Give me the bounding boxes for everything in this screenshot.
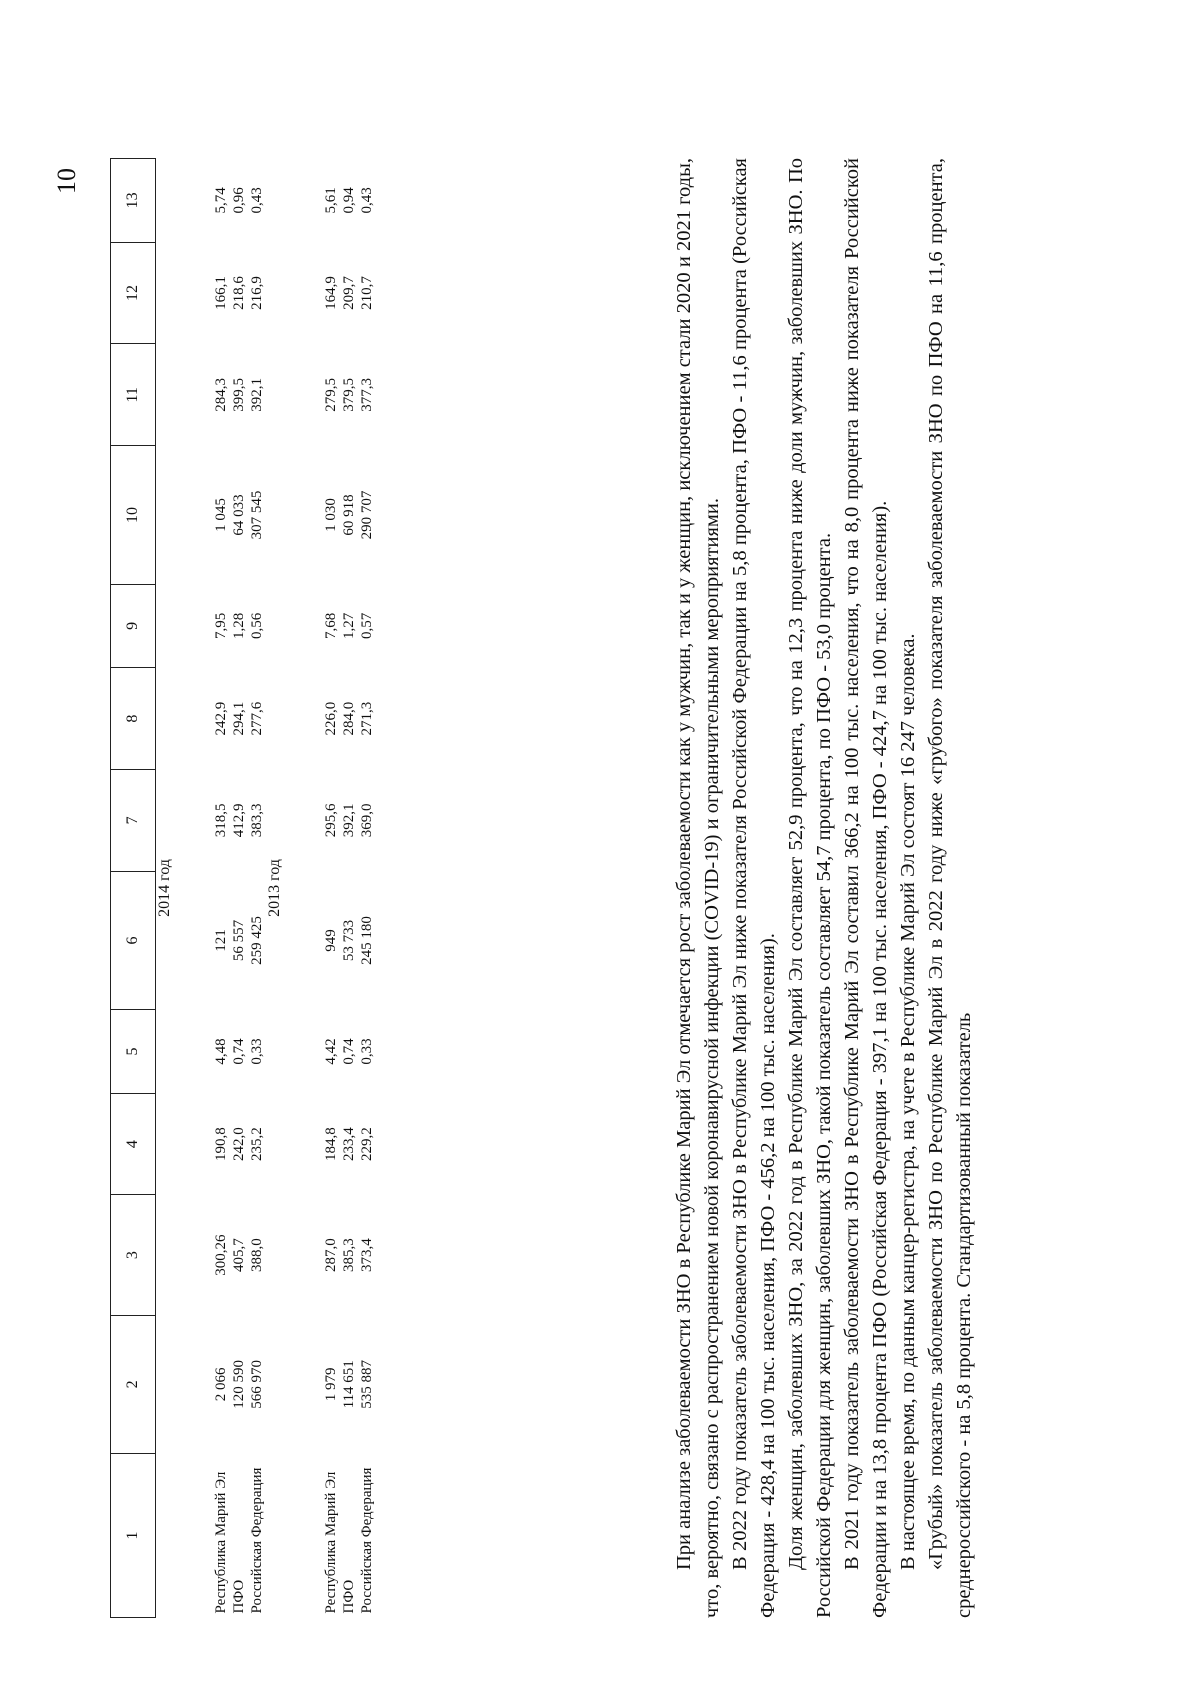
region-cell: Российская Федерация xyxy=(249,1467,265,1614)
paragraph: В 2021 году показатель заболеваемости ЗНО в Республике Марий Эл составил 366,2 на 100 тыс. населения, что на 8,0 процента ниже показателя Российской Федерации и на 13,8 процента ПФО (Российская Федерация - 397,1 на 100 тыс. населения, ПФО - 424,7 на 100 тыс. населения). xyxy=(841,158,891,1618)
paragraph: В настоящее время, по данным канцер-регистра, на учете в Республике Марий Эл состоят 16 247 человека. xyxy=(897,633,919,1570)
table-cell: 949 xyxy=(323,929,339,952)
table-row xyxy=(230,159,248,1618)
table-cell: 284,3 xyxy=(213,377,229,412)
table-cell: 53 733 xyxy=(341,919,357,962)
table-cell: 7,95 xyxy=(213,612,229,640)
table-cell: 1 045 xyxy=(213,498,229,532)
table-cell: 245 180 xyxy=(359,916,375,965)
column-header: 6 xyxy=(111,871,156,1009)
table-cell: 4,48 xyxy=(213,1038,229,1065)
table-cell: 0,56 xyxy=(249,612,265,640)
table-cell: 0,57 xyxy=(359,612,375,640)
table-cell: 5,61 xyxy=(323,187,339,214)
table-header-row xyxy=(111,159,156,1618)
year-row xyxy=(156,159,213,1618)
table-cell: 242,9 xyxy=(213,701,229,736)
table-cell: 164,9 xyxy=(323,276,339,310)
table-cell: 1 030 xyxy=(323,498,339,532)
table-cell: 392,1 xyxy=(341,803,357,838)
column-header: 4 xyxy=(111,1093,156,1195)
column-header: 9 xyxy=(111,584,156,668)
table-cell: 235,2 xyxy=(249,1127,265,1161)
table-cell: 0,43 xyxy=(359,187,375,214)
table-cell: 0,74 xyxy=(231,1038,247,1065)
table-cell: 229,2 xyxy=(359,1127,375,1161)
table-cell: 120 590 xyxy=(231,1359,247,1409)
column-header: 13 xyxy=(111,159,156,243)
region-cell: Республика Марий Эл xyxy=(323,1471,339,1614)
table-cell: 5,74 xyxy=(213,187,229,214)
column-header: 1 xyxy=(111,1454,156,1618)
table-cell: 295,6 xyxy=(323,803,339,838)
table-cell: 233,4 xyxy=(341,1127,357,1161)
table-cell: 284,0 xyxy=(341,701,357,736)
table-cell: 388,0 xyxy=(249,1238,265,1272)
table-cell: 114 651 xyxy=(341,1360,357,1409)
table-cell: 56 557 xyxy=(231,919,247,962)
table-cell: 216,9 xyxy=(249,276,265,310)
table-cell: 271,3 xyxy=(359,701,375,736)
column-header: 8 xyxy=(111,668,156,770)
table-cell: 7,68 xyxy=(323,612,339,640)
page-number: 10 xyxy=(52,168,81,194)
table-cell: 277,6 xyxy=(249,701,265,736)
region-cell: Российская Федерация xyxy=(359,1467,375,1614)
column-header: 2 xyxy=(111,1315,156,1453)
table-row xyxy=(248,159,266,1618)
table-cell: 566 970 xyxy=(249,1359,265,1409)
table-cell: 0,94 xyxy=(341,187,357,214)
table-cell: 209,7 xyxy=(341,276,357,310)
table-cell: 412,9 xyxy=(231,803,247,838)
table-cell: 373,4 xyxy=(359,1238,375,1272)
table-cell: 399,5 xyxy=(231,377,247,412)
year-row xyxy=(266,159,322,1618)
column-header: 11 xyxy=(111,344,156,446)
table-cell: 405,7 xyxy=(231,1238,247,1272)
table-cell: 294,1 xyxy=(231,701,247,736)
table-cell: 226,0 xyxy=(323,701,339,736)
table-cell: 1,28 xyxy=(231,612,247,640)
table-cell: 0,33 xyxy=(359,1038,375,1065)
table-cell: 279,5 xyxy=(323,377,339,412)
body-text xyxy=(670,158,978,1618)
table-cell: 242,0 xyxy=(231,1127,247,1161)
region-cell: ПФО xyxy=(341,1579,357,1614)
column-header: 3 xyxy=(111,1195,156,1315)
table-cell: 383,3 xyxy=(249,803,265,838)
year-label: 2014 год xyxy=(156,859,173,917)
column-header: 12 xyxy=(111,242,156,344)
table-cell: 377,3 xyxy=(359,377,375,412)
table-row xyxy=(340,159,358,1618)
table-cell: 290 707 xyxy=(359,490,375,540)
table-cell: 259 425 xyxy=(249,916,265,965)
region-cell: Республика Марий Эл xyxy=(213,1471,229,1614)
paragraph: Доля женщин, заболевших ЗНО, за 2022 год в Республике Марий Эл составляет 52,9 процента, что на 12,3 процента ниже доли мужчин, заболевших ЗНО. По Российской Федерации для женщин, заболевших ЗНО, такой показатель составляет 54,7 процента, по ПФО - 53,0 процента. xyxy=(785,158,835,1618)
table-cell: 0,96 xyxy=(231,187,247,214)
table-cell: 60 918 xyxy=(341,494,357,536)
table-cell: 2 066 xyxy=(213,1367,229,1402)
table-cell: 218,6 xyxy=(231,276,247,310)
table-cell: 210,7 xyxy=(359,276,375,310)
table-cell: 190,8 xyxy=(213,1127,229,1161)
table-cell: 4,42 xyxy=(323,1038,339,1065)
paragraph: В 2022 году показатель заболеваемости ЗНО в Республике Марий Эл ниже показателя Российской Федерации на 5,8 процента, ПФО - 11,6 процента (Российская Федерация - 428,4 на 100 тыс. населения, ПФО - 456,2 на 100 тыс. населения). xyxy=(729,158,779,1618)
table-cell: 535 887 xyxy=(359,1359,375,1409)
table-cell: 369,0 xyxy=(359,803,375,838)
table-row xyxy=(212,159,230,1618)
table-cell: 287,0 xyxy=(323,1238,339,1272)
table-cell: 184,8 xyxy=(323,1127,339,1161)
table-cell: 307 545 xyxy=(249,490,265,540)
table-cell: 121 xyxy=(213,929,229,952)
table-cell: 64 033 xyxy=(231,494,247,536)
table-cell: 379,5 xyxy=(341,377,357,412)
paragraph: «Грубый» показатель заболеваемости ЗНО по Республике Марий Эл в 2022 году ниже «грубого» показателя заболеваемости ЗНО по ПФО на 11,6 процента, среднероссийского - на 5,8 процента. Стандартизованный показатель xyxy=(925,158,975,1618)
table-cell: 385,3 xyxy=(341,1238,357,1272)
table-cell: 392,1 xyxy=(249,377,265,412)
column-header: 5 xyxy=(111,1010,156,1094)
table-row xyxy=(322,159,340,1618)
table-cell: 0,43 xyxy=(249,187,265,214)
statistics-table xyxy=(110,158,376,1618)
paragraph: При анализе заболеваемости ЗНО в Республике Марий Эл отмечается рост заболеваемости как у мужчин, так и у женщин, исключением стали 2020 и 2021 годы, что, вероятно, связано с распространением новой коронавирусной инфекции (COVID-19) и ограничительными мероприятиями. xyxy=(673,158,723,1618)
table-cell: 318,5 xyxy=(213,803,229,838)
year-label: 2013 год xyxy=(266,859,283,917)
table-cell: 1,27 xyxy=(341,612,357,640)
rotated-content xyxy=(52,158,1010,1618)
column-header: 10 xyxy=(111,446,156,584)
table-row xyxy=(358,159,376,1618)
table-cell: 300,26 xyxy=(213,1234,229,1276)
region-cell: ПФО xyxy=(231,1579,247,1614)
table-cell: 1 979 xyxy=(323,1367,339,1402)
table-cell: 0,33 xyxy=(249,1038,265,1065)
table-cell: 0,74 xyxy=(341,1038,357,1065)
column-header: 7 xyxy=(111,769,156,871)
table-cell: 166,1 xyxy=(213,276,229,310)
